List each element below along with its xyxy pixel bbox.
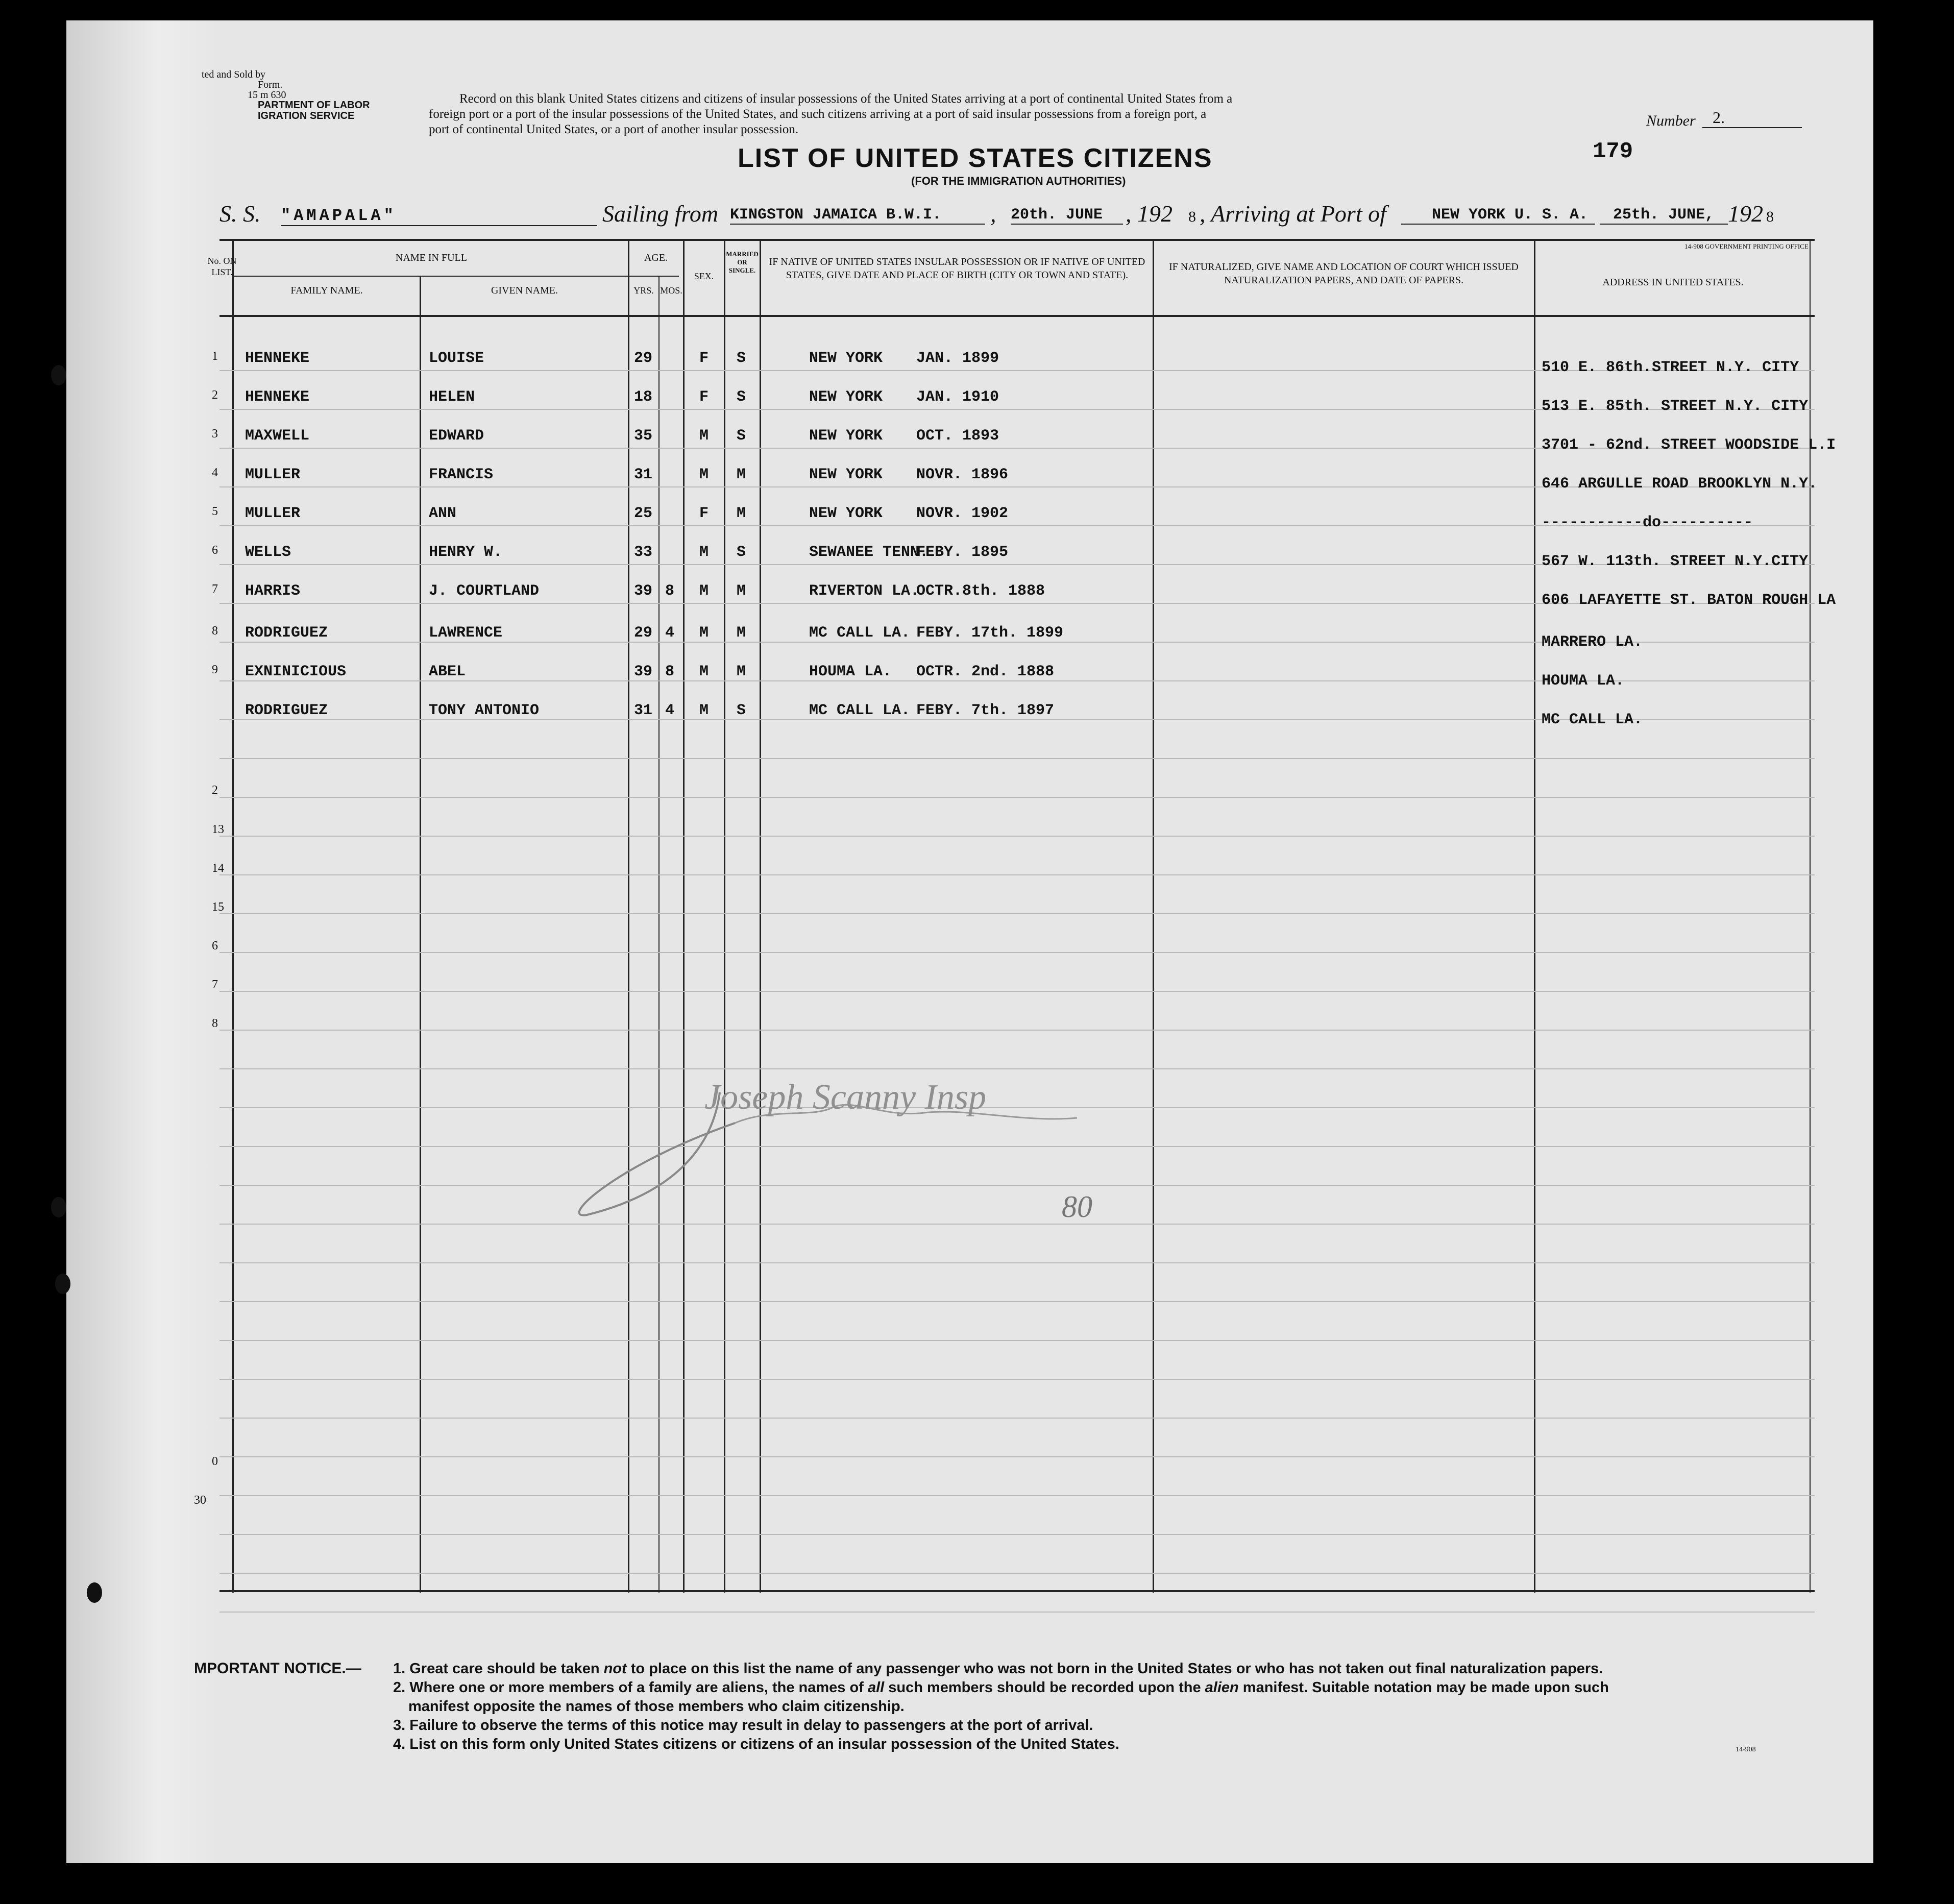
ss-label: S. S. xyxy=(219,201,261,227)
header-no: No. ON LIST. xyxy=(207,256,237,277)
ruled-line xyxy=(219,1534,1815,1535)
age-months: 4 xyxy=(665,702,675,719)
sex: M xyxy=(699,466,709,483)
marital-status: S xyxy=(737,350,746,367)
family-name: HARRIS xyxy=(245,582,301,600)
marital-status: M xyxy=(737,466,746,483)
page-subtitle: (FOR THE IMMIGRATION AUTHORITIES) xyxy=(911,175,1126,187)
address: MC CALL LA. xyxy=(1542,711,1643,728)
sex: F xyxy=(699,505,709,522)
given-name: HENRY W. xyxy=(429,544,503,561)
row-number: 5 xyxy=(212,505,218,518)
notice-item-4: 4. List on this form only United States citizens or citizens of an insular possession of the United States. xyxy=(393,1736,1119,1752)
birth-date: JAN. 1910 xyxy=(916,388,999,406)
ruled-line xyxy=(219,991,1815,992)
birth-place: HOUMA LA. xyxy=(809,663,892,680)
notice-item-2: 2. Where one or more members of a family are aliens, the names of all such members should be recorded upon the alien manifest. Suitable notation may be made upon such xyxy=(393,1679,1609,1696)
address: HOUMA LA. xyxy=(1542,672,1625,690)
age-years: 18 xyxy=(634,388,653,406)
birth-date: FEBY. 17th. 1899 xyxy=(916,624,1064,642)
given-name: FRANCIS xyxy=(429,466,494,483)
departure-port: KINGSTON JAMAICA B.W.I. xyxy=(730,206,985,225)
given-name: LOUISE xyxy=(429,350,484,367)
birth-date: FEBY. 1895 xyxy=(916,544,1009,561)
birth-place: RIVERTON LA. xyxy=(809,582,920,600)
ruled-line xyxy=(219,758,1815,759)
ruled-line xyxy=(219,1301,1815,1302)
signature-text: Joseph Scanny Insp xyxy=(704,1078,987,1117)
birth-date: FEBY. 7th. 1897 xyxy=(916,702,1055,719)
binder-hole xyxy=(87,1582,102,1603)
family-name: HENNEKE xyxy=(245,350,310,367)
row-number: 9 xyxy=(212,663,218,676)
birth-date: NOVR. 1902 xyxy=(916,505,1009,522)
given-name: J. COURTLAND xyxy=(429,582,540,600)
sex: M xyxy=(699,544,709,561)
age-years: 25 xyxy=(634,505,653,522)
ruled-line xyxy=(219,1418,1815,1419)
birth-date: OCTR. 2nd. 1888 xyxy=(916,663,1055,680)
birth-place: MC CALL LA. xyxy=(809,702,911,719)
ruled-line xyxy=(219,1495,1815,1496)
birth-place: NEW YORK xyxy=(809,427,883,445)
marital-status: S xyxy=(737,388,746,406)
age-years: 33 xyxy=(634,544,653,561)
sex: M xyxy=(699,702,709,719)
given-name: LAWRENCE xyxy=(429,624,503,642)
age-years: 31 xyxy=(634,702,653,719)
header-mos: MOS. xyxy=(660,285,682,296)
number-value: 2. xyxy=(1702,108,1802,128)
notice-heading: MPORTANT NOTICE.— xyxy=(194,1660,361,1677)
given-name: EDWARD xyxy=(429,427,484,445)
family-name: MULLER xyxy=(245,466,301,483)
age-years: 35 xyxy=(634,427,653,445)
ruled-line xyxy=(219,1030,1815,1031)
row-number: 2 xyxy=(212,784,218,797)
row-number: 2 xyxy=(212,388,218,402)
age-months: 4 xyxy=(665,624,675,642)
row-number: 13 xyxy=(212,823,224,836)
address: 646 ARGULLE ROAD BROOKLYN N.Y. xyxy=(1542,475,1818,493)
address: -----------do---------- xyxy=(1542,514,1753,531)
birth-place: NEW YORK xyxy=(809,505,883,522)
department-label: PARTMENT OF LABOR xyxy=(258,100,370,111)
binder-hole xyxy=(55,1274,70,1294)
sex: F xyxy=(699,350,709,367)
address: 567 W. 113th. STREET N.Y.CITY xyxy=(1542,553,1809,570)
ruled-line xyxy=(219,1379,1815,1380)
sex: M xyxy=(699,624,709,642)
marital-status: S xyxy=(737,427,746,445)
row-number: 6 xyxy=(212,544,218,557)
address: 606 LAFAYETTE ST. BATON ROUGH LA xyxy=(1542,592,1836,609)
binder-hole xyxy=(51,1197,66,1217)
sex: M xyxy=(699,582,709,600)
row-number: 1 xyxy=(212,350,218,363)
ruled-line xyxy=(219,1612,1815,1613)
ruled-line xyxy=(219,952,1815,953)
header-age: AGE. xyxy=(644,252,668,263)
header-naturalized: IF NATURALIZED, GIVE NAME AND LOCATION OF COURT WHICH ISSUED NATURALIZATION PAPERS, AND DATE OF PAPERS. xyxy=(1169,261,1519,286)
notice-item-2-continued: manifest opposite the names of those members who claim citizenship. xyxy=(408,1698,905,1715)
ruled-line xyxy=(219,797,1815,798)
ship-name: "AMAPALA" xyxy=(281,206,597,226)
binder-hole xyxy=(51,365,66,385)
sex: F xyxy=(699,388,709,406)
age-years: 29 xyxy=(634,624,653,642)
ruled-line xyxy=(219,1262,1815,1263)
header-name-in-full: NAME IN FULL xyxy=(396,252,467,263)
given-name: ANN xyxy=(429,505,457,522)
address: MARRERO LA. xyxy=(1542,633,1643,651)
year-digit-2: 8 xyxy=(1766,208,1774,225)
marital-status: M xyxy=(737,582,746,600)
marital-status: M xyxy=(737,663,746,680)
instructions-line-2: foreign port or a port of the insular possessions of the United States, and such citizens arriving at a port of said insular possessions from a foreign port, a xyxy=(429,107,1207,121)
header-family-name: FAMILY NAME. xyxy=(290,285,363,296)
age-years: 31 xyxy=(634,466,653,483)
sex: M xyxy=(699,427,709,445)
birth-place: MC CALL LA. xyxy=(809,624,911,642)
sailing-label: Sailing from xyxy=(602,201,719,227)
year-prefix-1: , 192 xyxy=(1126,201,1173,227)
header-address: ADDRESS IN UNITED STATES. xyxy=(1602,277,1744,288)
marital-status: S xyxy=(737,702,746,719)
row-number: 30 xyxy=(194,1494,206,1507)
page-stamp: 179 xyxy=(1593,139,1633,164)
instructions-line-1: Record on this blank United States citizens and citizens of insular possessions of the United States arriving at a port of continental United States from a xyxy=(459,92,1233,106)
printer-note: 14-908 GOVERNMENT PRINTING OFFICE xyxy=(1684,242,1809,250)
given-name: TONY ANTONIO xyxy=(429,702,540,719)
form-number: 14-908 xyxy=(1736,1746,1756,1753)
family-name: HENNEKE xyxy=(245,388,310,406)
row-number: 6 xyxy=(212,939,218,953)
year-digit-1: 8 xyxy=(1188,208,1196,225)
birth-place: NEW YORK xyxy=(809,350,883,367)
arrival-date: 25th. JUNE, xyxy=(1600,206,1728,225)
handwritten-number: 80 xyxy=(1062,1190,1092,1224)
number-label: Number xyxy=(1646,112,1696,129)
row-number: 8 xyxy=(212,1017,218,1030)
notice-item-3: 3. Failure to observe the terms of this notice may result in delay to passengers at the port of arrival. xyxy=(393,1717,1093,1734)
ruled-line xyxy=(219,1456,1815,1457)
instructions-line-3: port of continental United States, or a port of another insular possession. xyxy=(429,123,799,136)
corner-note-3: 15 m 630 xyxy=(248,89,286,101)
header-bottom-border xyxy=(219,315,1815,317)
header-sex: SEX. xyxy=(694,271,714,281)
family-name: WELLS xyxy=(245,544,291,561)
family-name: MAXWELL xyxy=(245,427,310,445)
header-birth: IF NATIVE OF UNITED STATES INSULAR POSSESSION OR IF NATIVE OF UNITED STATES, GIVE DATE AND PLACE OF BIRTH (CITY OR TOWN AND STATE). xyxy=(769,256,1145,281)
family-name: MULLER xyxy=(245,505,301,522)
page-title: LIST OF UNITED STATES CITIZENS xyxy=(738,143,1213,173)
row-number: 3 xyxy=(212,427,218,441)
age-months: 8 xyxy=(665,582,675,600)
birth-place: SEWANEE TENN. xyxy=(809,544,929,561)
arrival-port: NEW YORK U. S. A. xyxy=(1401,206,1595,225)
age-years: 29 xyxy=(634,350,653,367)
ruled-line xyxy=(219,1573,1815,1574)
service-label: IGRATION SERVICE xyxy=(258,110,355,121)
marital-status: S xyxy=(737,544,746,561)
row-number: 7 xyxy=(212,978,218,991)
header-given-name: GIVEN NAME. xyxy=(491,285,558,296)
family-name: EXNINICIOUS xyxy=(245,663,347,680)
row-number: 14 xyxy=(212,862,224,875)
birth-place: NEW YORK xyxy=(809,466,883,483)
header-yrs: YRS. xyxy=(633,285,654,296)
arriving-label: , Arriving at Port of xyxy=(1200,201,1386,227)
row-number: 0 xyxy=(212,1455,218,1468)
ruled-line xyxy=(219,836,1815,837)
departure-date: 20th. JUNE xyxy=(1011,206,1123,225)
header-married-single: MARRIED OR SINGLE. xyxy=(726,250,759,274)
family-name: RODRIGUEZ xyxy=(245,624,328,642)
notice-item-1: 1. Great care should be taken not to place on this list the name of any passenger who was not born in the United States or who has not taken out final naturalization papers. xyxy=(393,1661,1603,1677)
row-number: 4 xyxy=(212,466,218,479)
sex: M xyxy=(699,663,709,680)
corner-note-1: ted and Sold by xyxy=(202,69,265,80)
family-name: RODRIGUEZ xyxy=(245,702,328,719)
year-prefix-2: 192 xyxy=(1728,201,1763,227)
age-years: 39 xyxy=(634,663,653,680)
marital-status: M xyxy=(737,624,746,642)
corner-note-2: Form. xyxy=(258,79,283,90)
address: 3701 - 62nd. STREET WOODSIDE L.I xyxy=(1542,436,1836,454)
marital-status: M xyxy=(737,505,746,522)
row-number: 7 xyxy=(212,582,218,596)
given-name: HELEN xyxy=(429,388,475,406)
birth-place: NEW YORK xyxy=(809,388,883,406)
age-months: 8 xyxy=(665,663,675,680)
row-number: 8 xyxy=(212,624,218,638)
age-years: 39 xyxy=(634,582,653,600)
ruled-line xyxy=(219,1340,1815,1341)
address: 513 E. 85th. STREET N.Y. CITY xyxy=(1542,398,1809,415)
birth-date: NOVR. 1896 xyxy=(916,466,1009,483)
birth-date: OCT. 1893 xyxy=(916,427,999,445)
table-top-border xyxy=(219,239,1815,241)
ruled-line xyxy=(219,874,1815,875)
given-name: ABEL xyxy=(429,663,466,680)
table-bottom-border xyxy=(219,1590,1815,1592)
birth-date: JAN. 1899 xyxy=(916,350,999,367)
address: 510 E. 86th.STREET N.Y. CITY xyxy=(1542,359,1799,376)
row-number: 15 xyxy=(212,900,224,914)
birth-date: OCTR.8th. 1888 xyxy=(916,582,1045,600)
ruled-line xyxy=(219,913,1815,914)
